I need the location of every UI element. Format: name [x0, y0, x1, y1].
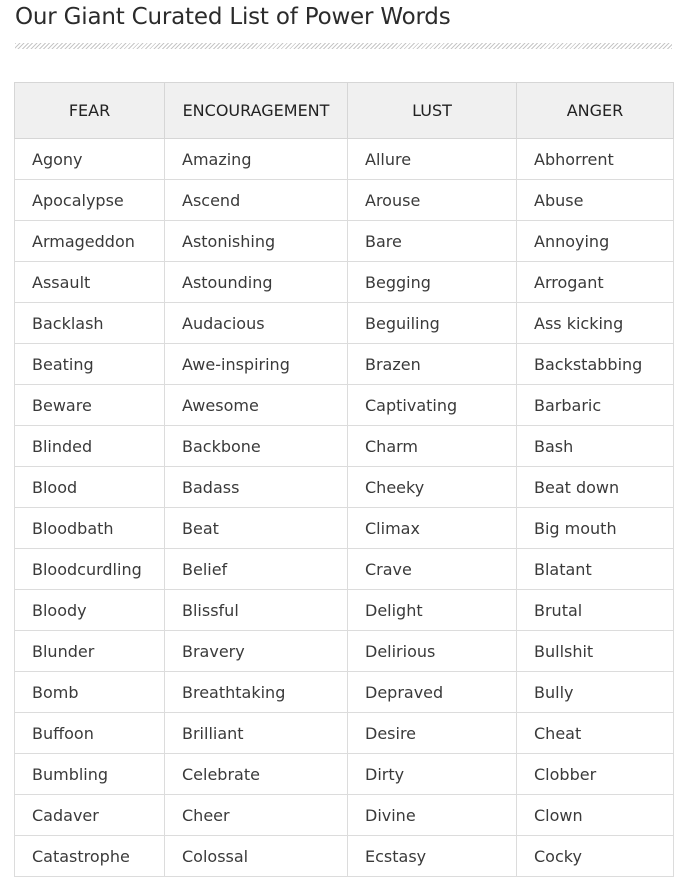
table-cell-lust: Climax — [348, 508, 517, 549]
table-cell-fear: Bloodbath — [15, 508, 165, 549]
table-cell-anger: Barbaric — [517, 385, 674, 426]
column-header-anger: ANGER — [517, 83, 674, 139]
table-cell-lust: Captivating — [348, 385, 517, 426]
table-cell-lust: Depraved — [348, 672, 517, 713]
table-row — [15, 467, 674, 508]
table-cell-lust: Crave — [348, 549, 517, 590]
table-cell-fear: Blinded — [15, 426, 165, 467]
table-row — [15, 672, 674, 713]
table-cell-encouragement: Badass — [165, 467, 348, 508]
table-row — [15, 795, 674, 836]
table-cell-anger: Brutal — [517, 590, 674, 631]
table-cell-encouragement: Ascend — [165, 180, 348, 221]
table-cell-encouragement: Colossal — [165, 836, 348, 877]
table-row — [15, 549, 674, 590]
table-cell-lust: Begging — [348, 262, 517, 303]
table-cell-fear: Catastrophe — [15, 836, 165, 877]
table-cell-encouragement: Cheer — [165, 795, 348, 836]
table-cell-fear: Backlash — [15, 303, 165, 344]
table-row — [15, 262, 674, 303]
table-cell-fear: Buffoon — [15, 713, 165, 754]
table-row — [15, 385, 674, 426]
table-cell-encouragement: Bravery — [165, 631, 348, 672]
table-cell-lust: Cheeky — [348, 467, 517, 508]
header-row — [15, 83, 674, 139]
table-body — [15, 139, 674, 877]
table-cell-encouragement: Beat — [165, 508, 348, 549]
column-header-fear: FEAR — [15, 83, 165, 139]
table-cell-anger: Abhorrent — [517, 139, 674, 180]
table-cell-encouragement: Awesome — [165, 385, 348, 426]
table-cell-lust: Charm — [348, 426, 517, 467]
title-divider — [15, 43, 672, 49]
table-cell-encouragement: Blissful — [165, 590, 348, 631]
table-row — [15, 754, 674, 795]
table-cell-lust: Beguiling — [348, 303, 517, 344]
table-cell-lust: Delight — [348, 590, 517, 631]
table-cell-fear: Bomb — [15, 672, 165, 713]
table-row — [15, 139, 674, 180]
table-row — [15, 221, 674, 262]
table-cell-encouragement: Belief — [165, 549, 348, 590]
table-cell-encouragement: Awe-inspiring — [165, 344, 348, 385]
table-cell-encouragement: Amazing — [165, 139, 348, 180]
table-row — [15, 344, 674, 385]
table-cell-encouragement: Breathtaking — [165, 672, 348, 713]
table-row — [15, 180, 674, 221]
table-cell-fear: Beating — [15, 344, 165, 385]
table-cell-anger: Big mouth — [517, 508, 674, 549]
table-cell-fear: Bloody — [15, 590, 165, 631]
table-cell-anger: Beat down — [517, 467, 674, 508]
table-cell-lust: Arouse — [348, 180, 517, 221]
column-header-lust: LUST — [348, 83, 517, 139]
table-cell-lust: Delirious — [348, 631, 517, 672]
table-cell-encouragement: Audacious — [165, 303, 348, 344]
page-title: Our Giant Curated List of Power Words — [15, 4, 451, 30]
table-row — [15, 426, 674, 467]
table-cell-lust: Allure — [348, 139, 517, 180]
table-cell-lust: Bare — [348, 221, 517, 262]
table-row — [15, 590, 674, 631]
power-words-table — [14, 82, 674, 877]
table-cell-encouragement: Astounding — [165, 262, 348, 303]
table-cell-anger: Cheat — [517, 713, 674, 754]
table-cell-anger: Backstabbing — [517, 344, 674, 385]
table-cell-fear: Agony — [15, 139, 165, 180]
table-cell-fear: Blood — [15, 467, 165, 508]
table-row — [15, 713, 674, 754]
table-cell-anger: Bullshit — [517, 631, 674, 672]
table-cell-fear: Bloodcurdling — [15, 549, 165, 590]
table-cell-anger: Annoying — [517, 221, 674, 262]
table-cell-anger: Bully — [517, 672, 674, 713]
table-cell-lust: Divine — [348, 795, 517, 836]
column-header-encouragement: ENCOURAGEMENT — [165, 83, 348, 139]
table-cell-anger: Blatant — [517, 549, 674, 590]
table-cell-encouragement: Celebrate — [165, 754, 348, 795]
table-cell-fear: Armageddon — [15, 221, 165, 262]
table-cell-lust: Ecstasy — [348, 836, 517, 877]
table-cell-anger: Cocky — [517, 836, 674, 877]
table-cell-anger: Abuse — [517, 180, 674, 221]
table-cell-fear: Blunder — [15, 631, 165, 672]
table-cell-lust: Dirty — [348, 754, 517, 795]
table-row — [15, 631, 674, 672]
table-row — [15, 508, 674, 549]
table-cell-anger: Arrogant — [517, 262, 674, 303]
table-cell-encouragement: Brilliant — [165, 713, 348, 754]
table-cell-fear: Assault — [15, 262, 165, 303]
table-cell-encouragement: Backbone — [165, 426, 348, 467]
table-cell-anger: Bash — [517, 426, 674, 467]
table-cell-anger: Ass kicking — [517, 303, 674, 344]
table-cell-anger: Clobber — [517, 754, 674, 795]
table-cell-fear: Cadaver — [15, 795, 165, 836]
table-cell-fear: Beware — [15, 385, 165, 426]
table-cell-encouragement: Astonishing — [165, 221, 348, 262]
table-cell-fear: Bumbling — [15, 754, 165, 795]
table-header — [15, 83, 674, 139]
table-cell-anger: Clown — [517, 795, 674, 836]
table-cell-lust: Desire — [348, 713, 517, 754]
table-cell-fear: Apocalypse — [15, 180, 165, 221]
table-row — [15, 836, 674, 877]
table-cell-lust: Brazen — [348, 344, 517, 385]
table-row — [15, 303, 674, 344]
power-words-table-container — [14, 82, 673, 877]
